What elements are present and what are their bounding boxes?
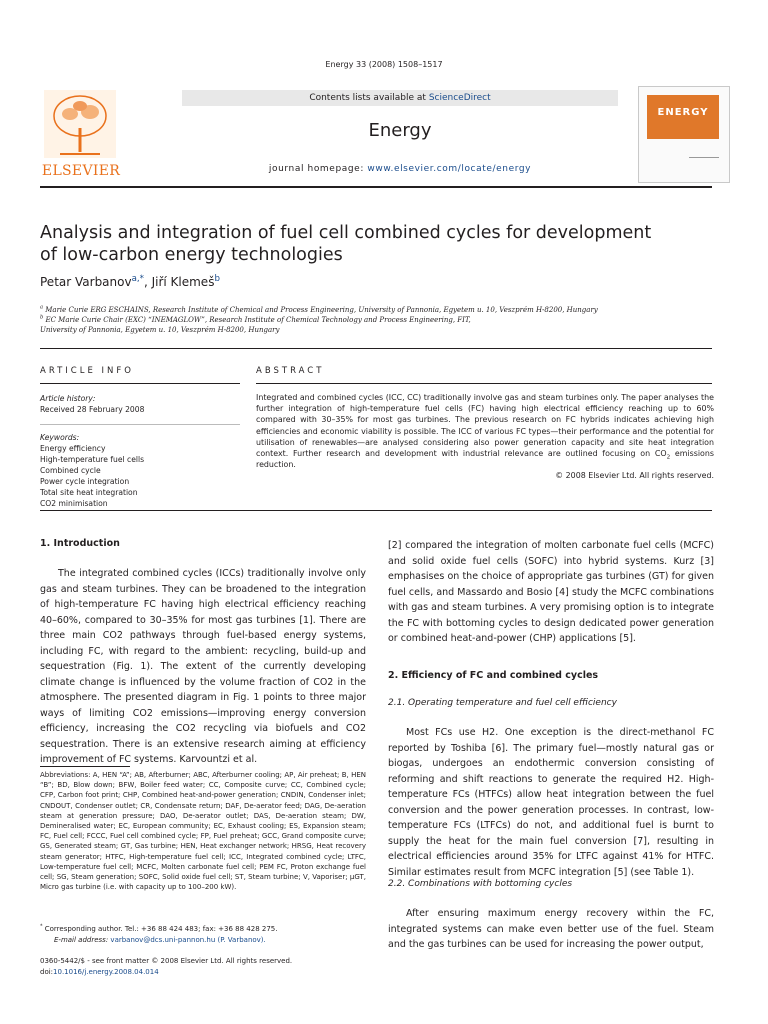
article-info-rule	[40, 383, 240, 384]
subsection-2-2-paragraph: After ensuring maximum energy recovery within the FC, integrated systems can make even better use of the fuel. Steam and the gas turbines can be used for increasing the power output,	[388, 908, 714, 950]
affiliation-b-cont: University of Pannonia, Egyetem u. 10, Veszprém H-8200, Hungary	[40, 326, 280, 334]
contents-prefix: Contents lists available at	[309, 93, 429, 103]
email-label: E-mail address:	[54, 936, 111, 944]
journal-cover-thumbnail	[638, 86, 730, 183]
title-line-2: of low-carbon energy technologies	[40, 245, 343, 265]
journal-title: Energy	[368, 120, 432, 141]
history-label: Article history:	[40, 394, 96, 403]
abstract-body	[256, 392, 714, 482]
section-heading-2: 2. Efficiency of FC and combined cycles	[388, 670, 599, 681]
keywords-label: Keywords:	[40, 433, 80, 442]
article-info-heading: ARTICLE INFO	[40, 366, 134, 376]
email-link[interactable]: varbanov@dcs.uni-pannon.hu (P. Varbanov).	[110, 936, 266, 944]
cover-title: ENERGY	[657, 107, 709, 118]
affil-mark: b	[40, 314, 44, 321]
copyright-line: © 2008 Elsevier Ltd. All rights reserved.	[555, 471, 714, 481]
affil-mark: a	[40, 304, 43, 311]
footnote-mark: *	[40, 923, 43, 930]
keywords-rule	[40, 424, 240, 425]
author-list	[40, 275, 220, 289]
keyword: High-temperature fuel cells	[40, 455, 145, 464]
doi-label: doi:	[40, 968, 54, 976]
subsection-heading-2-1: 2.1. Operating temperature and fuel cell efficiency	[388, 698, 617, 708]
author-separator: ,	[143, 275, 152, 289]
corresponding-author-note	[40, 924, 366, 934]
author-affiliation-mark[interactable]: b	[214, 274, 220, 284]
received-date: Received 28 February 2008	[40, 405, 145, 414]
author-affiliation-mark[interactable]: a,*	[131, 274, 144, 284]
doi-line	[40, 967, 366, 977]
homepage-prefix: journal homepage:	[268, 164, 368, 174]
keyword: Total site heat integration	[40, 488, 138, 497]
author-name: Jiří Klemeš	[151, 275, 215, 289]
section-heading-intro: 1. Introduction	[40, 538, 120, 549]
author-name: Petar Varbanov	[40, 275, 132, 289]
email-note	[40, 935, 380, 945]
affiliation-b	[40, 315, 720, 325]
title-line-1: Analysis and integration of fuel cell combined cycles for development	[40, 223, 652, 243]
journal-homepage	[182, 164, 618, 174]
abstract-text: Integrated and combined cycles (ICC, CC) traditionally involve gas and steam turbines only. The paper analyses the further integration of high-temperature fuel cells (FC) having high electrical efficiency reaching up to 60% compared with 30–35% for most gas turbines. The previous research on FC hybrids indicates achieving high efficiencies and economic viability is possible. The ICC of various FC types—their performance and the potential for utilisation of renewables—are analysed considering also power generation capacity and site heat integration context. Further research and development with industrial relevance are outlined focusing on CO	[256, 393, 714, 459]
footnote-rule	[40, 766, 130, 767]
masthead-rule	[40, 186, 712, 188]
sciencedirect-link[interactable]: ScienceDirect	[428, 93, 491, 103]
running-head: Energy 33 (2008) 1508–1517	[325, 60, 443, 69]
affil-text: EC Marie Curie Chair (EXC) “INEMAGLOW”, Research Institute of Chemical Technology and Process Engineering, FIT,	[45, 316, 471, 324]
contents-availability-bar	[182, 90, 618, 106]
continued-paragraph: [2] compared the integration of molten carbonate fuel cells (MCFC) and solid oxide fuel cells (SOFC) into hybrid systems. Kurz [3] emphasises on the choice of appropriate gas turbines (GT) for given fuel cells, and Massardo and Bosio [4] study the MCFC combinations with gas and steam turbines. A very promising option is to integrate the FC with bottoming cycles to design dedicated power generation or combined heat-and-power (CHP) applications [5].	[388, 540, 714, 644]
affil-text: Marie Curie ERG ESCHAINS, Research Institute of Chemical and Process Engineering, University of Pannonia, Egyetem u. 10, Veszprém H-8200, Hungary	[45, 306, 598, 314]
publisher-wordmark: ELSEVIER	[41, 163, 121, 179]
abstract-subscript: 2	[666, 454, 671, 461]
doi-link[interactable]: 10.1016/j.energy.2008.04.014	[53, 968, 159, 976]
abstract-bottom-rule	[40, 510, 712, 511]
subsection-heading-2-2: 2.2. Combinations with bottoming cycles	[388, 879, 573, 889]
keyword: Energy efficiency	[40, 444, 106, 453]
cover-footer-mark	[689, 157, 719, 172]
keyword: Combined cycle	[40, 466, 101, 475]
intro-paragraph: The integrated combined cycles (ICCs) traditionally involve only gas and steam turbines. They can be broadened to the integration of high-temperature FC having high electrical efficiency reaching 40–60%, compared to 30–35% for most gas turbines [1]. There are three main CO2 pathways through fuel-based energy systems, including FC, with regard to the ambient: recycling, build-up and sequestration (Fig. 1). The extent of the currently developing climate change is influenced by the volume fraction of CO2 in the atmosphere. The presented diagram in Fig. 1 points to three major ways of limiting CO2 emissions—improving energy conversion efficiency, increasing the CO2 recycling via biofuels and CO2 sequestration. There is an extensive research aiming at efficiency improvement of FC systems. Karvountzi et al.	[40, 568, 366, 765]
affiliation-a	[40, 305, 720, 315]
abbreviations-footnote: Abbreviations: A, HEN “A”; AB, Afterburner; ABC, Afterburner cooling; AP, Air preheat; B, HEN “B”; BD, Blow down; BFW, Boiler feed water; CC, Composite curve; CC, Combined cycle; CFP, Carbon foot print; CHP, Combined heat-and-power generation; CNDIN, Condenser inlet; CNDOUT, Condenser outlet; CR, Condensate return; DAF, De-aerator feed; DAG, De-aeration steam at generation pressure; DAO, De-aerator outlet; DAS, De-aeration steam; DW, Demineralised water; EC, European community; EC, Exhaust cooling; ES, Expansion steam; FC, Fuel cell; FCCC, Fuel cell combined cycle; FP, Fuel preheat; GCC, Grand composite curve; GS, Generated steam; GT, Gas turbine; HEN, Heat exchanger network; HRSG, Heat recovery steam generator; HTFC, High-temperature fuel cell; ICC, Integrated combined cycle; LTFC, Low-temperature fuel cell; MCFC, Molten carbonate fuel cell; PEM FC, Proton exchange fuel cell; SG, Steam generation; SOFC, Solid oxide fuel cell; ST, Steam turbine; V, Vaporiser; µGT, Micro gas turbine (i.e. with capacity up to 100–200 kW).	[40, 771, 366, 892]
abstract-heading: ABSTRACT	[256, 366, 325, 376]
header-rule	[40, 348, 712, 349]
corresponding-text: Corresponding author. Tel.: +36 88 424 483; fax: +36 88 428 275.	[44, 925, 278, 933]
homepage-link[interactable]: www.elsevier.com/locate/energy	[367, 164, 532, 174]
keyword: CO2 minimisation	[40, 499, 108, 508]
abstract-text-end: emissions reduction.	[256, 449, 714, 470]
subsection-2-1-paragraph: Most FCs use H2. One exception is the direct-methanol FC reported by Toshiba [6]. The primary fuel—mostly natural gas or biogas, undergoes an endothermic conversion consisting of reforming and shift reactions to generate the required H2. High-temperature FCs (HTFCs) allow heat integration between the fuel conversion and the power generation processes. In contrast, low-temperature FCs (LTFCs) do not, and additional fuel is burnt to supply the heat for the main fuel conversion [7], resulting in electrical efficiencies around 35% for LTFC against 41% for HTFC. Similar estimates result from MCFC integration [5] (see Table 1).	[388, 727, 714, 878]
article-title	[40, 222, 720, 266]
keyword-list	[40, 443, 240, 509]
issn-line: 0360-5442/$ - see front matter © 2008 Elsevier Ltd. All rights reserved.	[40, 957, 293, 965]
keyword: Power cycle integration	[40, 477, 130, 486]
abstract-rule	[256, 383, 712, 384]
